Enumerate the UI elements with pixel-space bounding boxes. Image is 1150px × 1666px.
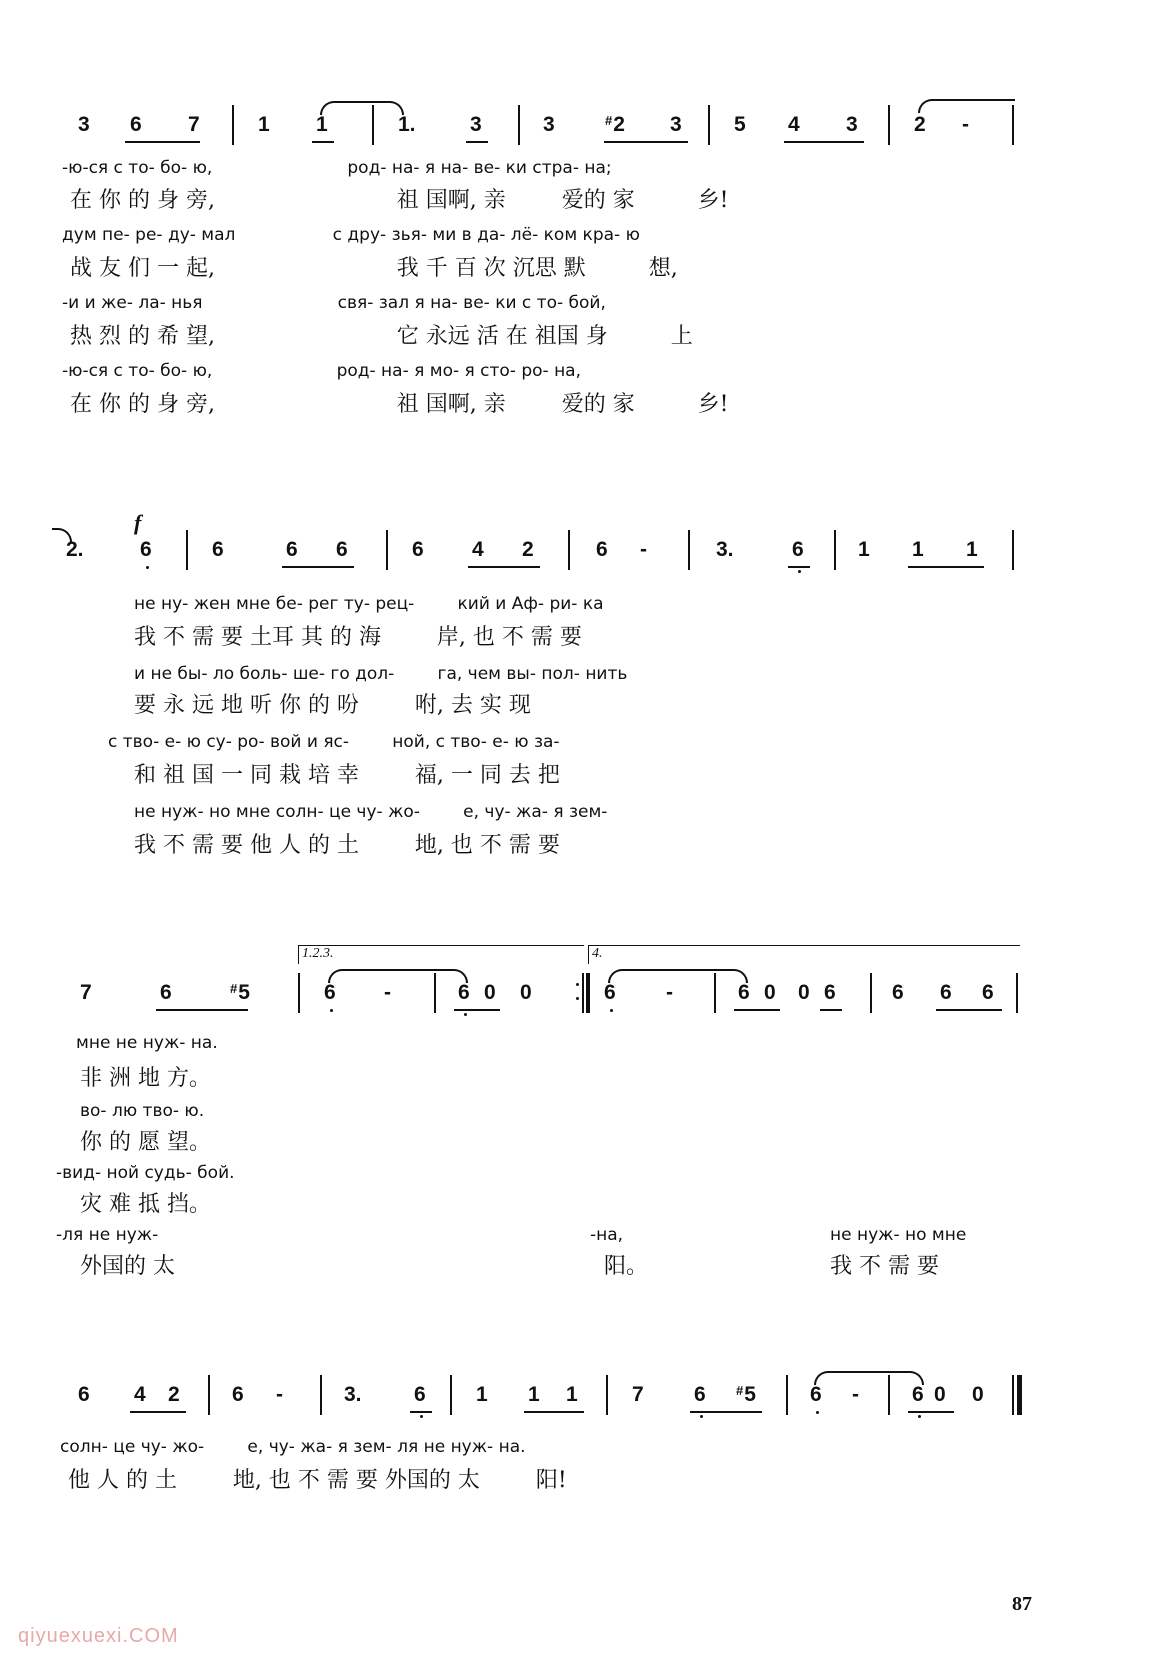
note: 3.	[716, 538, 734, 561]
lyric-line-ru: мне не нуж- на.	[76, 1033, 218, 1053]
lyric-line-zh: 你 的 愿 望。	[80, 1130, 211, 1155]
note: 6	[824, 981, 836, 1004]
note: 3	[78, 113, 90, 136]
barline	[186, 530, 188, 570]
barline	[1012, 1375, 1014, 1415]
note: #5	[230, 981, 250, 1004]
note: 3	[670, 113, 682, 136]
notes-row-1	[0, 105, 1150, 145]
barline	[568, 530, 570, 570]
note: 3	[470, 113, 482, 136]
note: 2.	[66, 538, 84, 561]
note: #2	[605, 113, 625, 136]
note: 6	[160, 981, 172, 1004]
note: 6	[982, 981, 994, 1004]
notes-row-3	[0, 973, 1150, 1013]
barline	[1012, 530, 1014, 570]
note: 3	[846, 113, 858, 136]
note: 6	[140, 538, 152, 561]
note: 1	[476, 1383, 488, 1406]
note: 6	[596, 538, 608, 561]
note: 7	[188, 113, 200, 136]
lyric-line-zh: 我 不 需 要 他 人 的 土 地, 也 不 需 要	[134, 833, 560, 858]
barline	[888, 105, 890, 145]
lyric-line-zh: 战 友 们 一 起, 我 千 百 次 沉思 默 想,	[70, 256, 678, 281]
lyric-line-zh: 在 你 的 身 旁, 祖 国啊, 亲 爱的 家 乡!	[70, 392, 729, 417]
lyric-line-ru: -ю-ся с то- бо- ю, род- на- я на- ве- ки стра- на;	[62, 158, 612, 178]
note: 6	[694, 1383, 706, 1406]
note: -	[384, 981, 391, 1004]
watermark: qiyuexuexi.COM	[18, 1625, 179, 1647]
lyric-line-ru: -ля не нуж-	[56, 1225, 159, 1245]
note: 6	[78, 1383, 90, 1406]
lyric-line-zh: 阳。	[604, 1254, 649, 1279]
note: 6	[232, 1383, 244, 1406]
barline	[372, 105, 374, 145]
note: 1	[528, 1383, 540, 1406]
note: 6	[940, 981, 952, 1004]
note: 6	[892, 981, 904, 1004]
barline	[714, 973, 716, 1013]
note: 2	[168, 1383, 180, 1406]
note: -	[852, 1383, 859, 1406]
barline	[232, 105, 234, 145]
note: 0	[972, 1383, 984, 1406]
note: -	[640, 538, 647, 561]
volta-1: 1.2.3.	[298, 945, 584, 964]
barline	[320, 1375, 322, 1415]
volta-2: 4.	[588, 945, 1020, 964]
lyric-line-zh: 外国的 太	[80, 1254, 175, 1279]
note: -	[962, 113, 969, 136]
barline	[518, 105, 520, 145]
lyric-line-zh: 热 烈 的 希 望, 它 永远 活 在 祖国 身 上	[70, 324, 693, 349]
slur	[918, 99, 1015, 113]
note: 3	[543, 113, 555, 136]
barline	[708, 105, 710, 145]
barline	[888, 1375, 890, 1415]
note: 6	[604, 981, 616, 1004]
barline	[834, 530, 836, 570]
lyric-line-ru: -вид- ной судь- бой.	[56, 1163, 235, 1183]
lyric-line-ru: и не бы- ло боль- ше- го дол- га, чем вы- пол- нить	[134, 664, 628, 684]
notes-row-2	[0, 530, 1150, 570]
note: 1	[966, 538, 978, 561]
note: 6	[738, 981, 750, 1004]
dynamic-forte: f	[134, 510, 142, 535]
note: 1	[258, 113, 270, 136]
note: 2	[914, 113, 926, 136]
barline	[450, 1375, 452, 1415]
lyric-line-ru: -ю-ся с то- бо- ю, род- на- я мо- я сто- ро- на,	[62, 361, 582, 381]
barline	[606, 1375, 608, 1415]
lyric-line-ru: не нуж- но мне	[830, 1225, 967, 1245]
note: 1	[858, 538, 870, 561]
note: 1	[566, 1383, 578, 1406]
lyric-line-ru: -на,	[590, 1225, 624, 1245]
note: 0	[934, 1383, 946, 1406]
note: #5	[736, 1383, 756, 1406]
note: 0	[484, 981, 496, 1004]
note: 7	[80, 981, 92, 1004]
barline	[298, 973, 300, 1013]
note: 6	[912, 1383, 924, 1406]
page-number: 87	[1012, 1593, 1032, 1615]
note: 5	[734, 113, 746, 136]
note: 6	[414, 1383, 426, 1406]
lyric-line-zh: 我 不 需 要	[830, 1254, 939, 1279]
note: 6	[212, 538, 224, 561]
note: -	[276, 1383, 283, 1406]
lyric-line-ru: не ну- жен мне бе- рег ту- рец- кий и Аф- ри- ка	[134, 594, 604, 614]
lyric-line-ru: дум пе- ре- ду- мал с дру- зья- ми в да- лё- ком кра- ю	[62, 225, 640, 245]
note: 6	[810, 1383, 822, 1406]
note: 1.	[398, 113, 416, 136]
note: 7	[632, 1383, 644, 1406]
note: 0	[764, 981, 776, 1004]
barline	[870, 973, 872, 1013]
note: 2	[522, 538, 534, 561]
barline	[586, 973, 590, 1013]
note: 6	[792, 538, 804, 561]
note: 6	[458, 981, 470, 1004]
note: 0	[798, 981, 810, 1004]
barline	[1012, 105, 1014, 145]
lyric-line-zh: 在 你 的 身 旁, 祖 国啊, 亲 爱的 家 乡!	[70, 188, 729, 213]
note: 1	[316, 113, 328, 136]
note: 6	[324, 981, 336, 1004]
lyric-line-zh: 我 不 需 要 土耳 其 的 海 岸, 也 不 需 要	[134, 625, 582, 650]
barline	[1017, 1375, 1022, 1415]
slur	[320, 101, 404, 115]
note: 6	[130, 113, 142, 136]
barline	[434, 973, 436, 1013]
note: 6	[336, 538, 348, 561]
lyric-line-ru: солн- це чу- жо- е, чу- жа- я зем- ля не нуж- на.	[60, 1437, 526, 1457]
lyric-line-zh: 灾 难 抵 挡。	[80, 1192, 211, 1217]
note: 3.	[344, 1383, 362, 1406]
barline	[688, 530, 690, 570]
lyric-line-zh: 非 洲 地 方。	[80, 1066, 211, 1091]
note: -	[666, 981, 673, 1004]
lyric-line-ru: не нуж- но мне солн- це чу- жо- е, чу- жа- я зем-	[134, 802, 608, 822]
note: 6	[412, 538, 424, 561]
barline	[1016, 973, 1018, 1013]
note: 1	[912, 538, 924, 561]
barline	[786, 1375, 788, 1415]
note: 4	[472, 538, 484, 561]
lyric-line-ru: -и и же- ла- нья свя- зал я на- ве- ки с то- бой,	[62, 293, 606, 313]
note: 0	[520, 981, 532, 1004]
barline	[208, 1375, 210, 1415]
note: 4	[134, 1383, 146, 1406]
lyric-line-zh: 他 人 的 土 地, 也 不 需 要 外国的 太 阳!	[68, 1468, 567, 1493]
notes-row-4	[0, 1375, 1150, 1415]
barline	[386, 530, 388, 570]
barline	[582, 973, 584, 1013]
note: 6	[286, 538, 298, 561]
lyric-line-ru: с тво- е- ю су- ро- вой и яс- ной, с тво- е- ю за-	[108, 732, 560, 752]
lyric-line-zh: 和 祖 国 一 同 栽 培 幸 福, 一 同 去 把	[134, 763, 560, 788]
note: 4	[788, 113, 800, 136]
lyric-line-ru: во- лю тво- ю.	[80, 1101, 205, 1121]
lyric-line-zh: 要 永 远 地 听 你 的 吩 咐, 去 实 现	[134, 693, 531, 718]
